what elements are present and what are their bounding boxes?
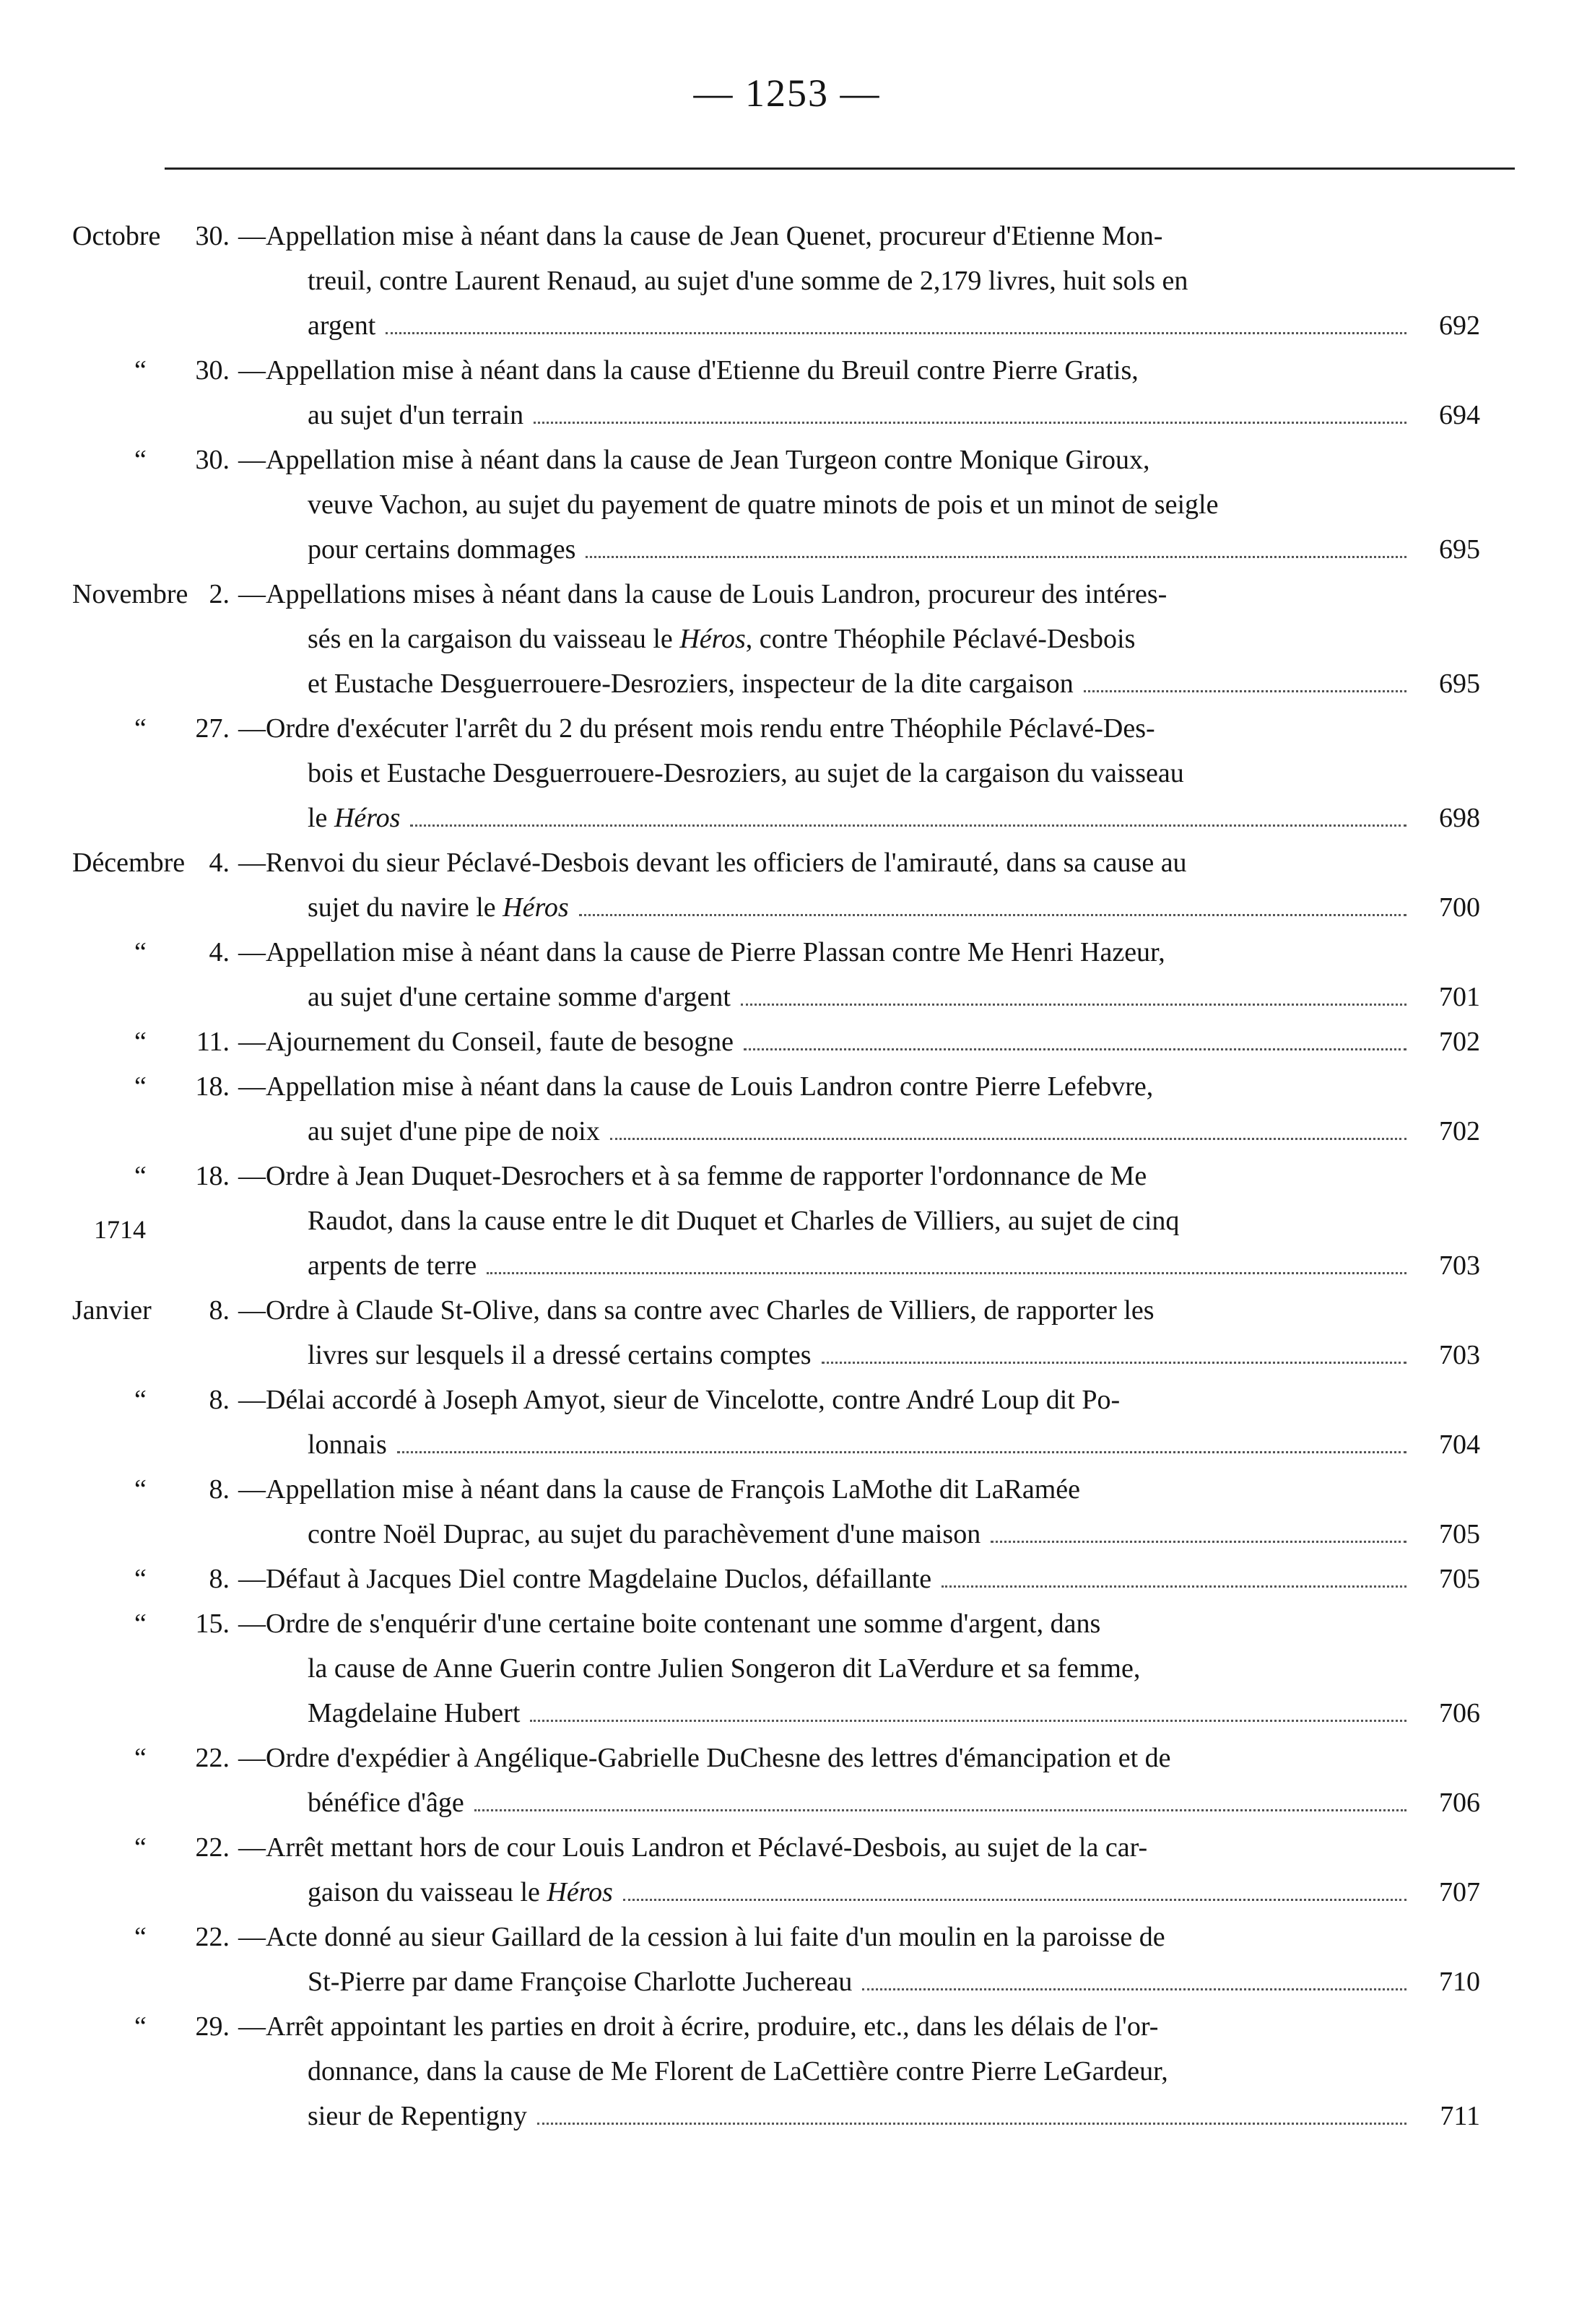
ditto-mark: “ xyxy=(134,1743,147,1773)
entry-line: —Renvoi du sieur Péclavé-Desbois devant les officiers de l'amirauté, dans sa cause au xyxy=(238,848,1187,878)
ditto-mark: “ xyxy=(134,355,147,386)
dot-leader xyxy=(744,1048,1406,1050)
page-reference: 706 xyxy=(1439,1698,1480,1728)
index-entry: Octobre 30. —Appellation mise à néant dans la cause de Jean Quenet, procureur d'Etienne Mon- treuil, contre Laurent Renaud, au sujet d'une somme de 2,179 livres, huit sols en argent 692 xyxy=(0,214,1574,348)
entry-text xyxy=(238,930,1480,1019)
entry-line: —Acte donné au sieur Gaillard de la cession à lui faite d'un moulin en la paroisse de xyxy=(238,1922,1165,1952)
entry-last-line: arpents de terre 703 xyxy=(308,1243,1480,1288)
ditto-mark: “ xyxy=(134,1922,147,1952)
index-entry: “ 15. —Ordre de s'enquérir d'une certaine boite contenant une somme d'argent, dans la cause de Anne Guerin contre Julien Songeron dit LaVerdure et sa femme, Magdelaine Hubert 706 xyxy=(0,1601,1574,1736)
entry-line: —Appellation mise à néant dans la cause de Pierre Plassan contre Me Henri Hazeur, xyxy=(238,937,1165,967)
entry-last-line: gaison du vaisseau le Héros 707 xyxy=(308,1870,1480,1915)
entry-last-line: livres sur lesquels il a dressé certains comptes 703 xyxy=(308,1333,1480,1378)
entry-line: —Arrêt mettant hors de cour Louis Landron et Péclavé-Desbois, au sujet de la car- xyxy=(238,1832,1148,1863)
entry-line: —Ordre d'expédier à Angélique-Gabrielle DuChesne des lettres d'émancipation et de xyxy=(238,1743,1171,1773)
index-entry: Décembre 4. —Renvoi du sieur Péclavé-Desbois devant les officiers de l'amirauté, dans sa cause au sujet du navire le Héros 700 xyxy=(0,840,1574,930)
ditto-mark: “ xyxy=(134,1564,147,1594)
page-reference: 694 xyxy=(1439,400,1480,430)
entry-month: Janvier xyxy=(72,1295,152,1326)
entry-line: —Appellation mise à néant dans la cause de Jean Quenet, procureur d'Etienne Mon- xyxy=(238,221,1163,251)
entry-line: —Arrêt appointant les parties en droit à écrire, produire, etc., dans les délais de l'or- xyxy=(238,2011,1159,2042)
ditto-mark: “ xyxy=(134,1474,147,1505)
ditto-mark: “ xyxy=(134,937,147,967)
entry-line: —Délai accordé à Joseph Amyot, sieur de Vincelotte, contre André Loup dit Po- xyxy=(238,1385,1121,1415)
page-reference: 700 xyxy=(1439,892,1480,923)
index-entry: “ 22. —Acte donné au sieur Gaillard de la cession à lui faite d'un moulin en la paroisse de St-Pierre par dame Françoise Charlotte Juchereau 710 xyxy=(0,1915,1574,2004)
page-reference: 692 xyxy=(1439,310,1480,341)
entry-last-line: pour certains dommages 695 xyxy=(308,527,1480,572)
entry-text xyxy=(238,1154,1480,1288)
index-entry: “ 11. —Ajournement du Conseil, faute de besogne 702 xyxy=(0,1019,1574,1064)
page-reference: 702 xyxy=(1439,1027,1480,1057)
entry-line: —Ordre à Claude St-Olive, dans sa contre avec Charles de Villiers, de rapporter les xyxy=(238,1295,1155,1326)
dot-leader xyxy=(579,914,1406,916)
entry-text xyxy=(238,1557,1480,1601)
entry-last-line: argent 692 xyxy=(308,303,1480,348)
page-reference: 702 xyxy=(1439,1116,1480,1146)
entry-line: la cause de Anne Guerin contre Julien Songeron dit LaVerdure et sa femme, xyxy=(308,1653,1141,1684)
entry-text xyxy=(238,214,1480,348)
entry-last-line: au sujet d'une pipe de noix 702 xyxy=(308,1109,1480,1154)
entry-line: —Appellations mises à néant dans la cause de Louis Landron, procureur des intéres- xyxy=(238,579,1168,609)
entry-last-line: contre Noël Duprac, au sujet du parachèvement d'une maison 705 xyxy=(308,1512,1480,1557)
dot-leader xyxy=(386,332,1406,334)
entry-text xyxy=(238,1915,1480,2004)
dot-leader xyxy=(610,1138,1406,1140)
entry-text xyxy=(238,706,1480,840)
entry-line: Raudot, dans la cause entre le dit Duquet et Charles de Villiers, au sujet de cinq xyxy=(308,1206,1180,1236)
header-rule xyxy=(165,167,1515,170)
entry-line: —Ordre à Jean Duquet-Desrochers et à sa femme de rapporter l'ordonnance de Me xyxy=(238,1161,1147,1191)
entry-line: —Ordre de s'enquérir d'une certaine boite contenant une somme d'argent, dans xyxy=(238,1609,1101,1639)
entry-last-line: Magdelaine Hubert 706 xyxy=(308,1691,1480,1736)
ditto-mark: “ xyxy=(134,1832,147,1863)
entry-last-line: —Défaut à Jacques Diel contre Magdelaine Duclos, défaillante 705 xyxy=(238,1557,1480,1601)
entry-text xyxy=(238,572,1480,706)
entry-text xyxy=(238,1601,1480,1736)
page-reference: 695 xyxy=(1439,669,1480,699)
index-entry: Janvier 8. —Ordre à Claude St-Olive, dans sa contre avec Charles de Villiers, de rapporter les livres sur lesquels il a dressé certains comptes 703 xyxy=(0,1288,1574,1378)
ditto-mark: “ xyxy=(134,2011,147,2042)
entry-line: treuil, contre Laurent Renaud, au sujet d'une somme de 2,179 livres, huit sols en xyxy=(308,266,1188,296)
dot-leader xyxy=(942,1585,1406,1588)
index-entry: “ 8. —Délai accordé à Joseph Amyot, sieur de Vincelotte, contre André Loup dit Po- lonnais 704 xyxy=(0,1378,1574,1467)
entry-last-line: au sujet d'une certaine somme d'argent 701 xyxy=(308,975,1480,1019)
page-reference: 703 xyxy=(1439,1250,1480,1281)
entry-text xyxy=(238,1736,1480,1825)
index-entry: “ 18. —Appellation mise à néant dans la cause de Louis Landron contre Pierre Lefebvre, au sujet d'une pipe de noix 702 xyxy=(0,1064,1574,1154)
page-reference: 701 xyxy=(1439,982,1480,1012)
page-reference: 703 xyxy=(1439,1340,1480,1370)
dot-leader xyxy=(397,1451,1406,1453)
dot-leader xyxy=(862,1988,1406,1990)
dot-leader xyxy=(487,1272,1406,1274)
entry-text xyxy=(238,1288,1480,1378)
dot-leader xyxy=(1084,690,1406,692)
entry-list xyxy=(0,214,1574,2138)
page-reference: 711 xyxy=(1440,2101,1480,2131)
entry-last-line: sieur de Repentigny 711 xyxy=(308,2094,1480,2138)
page-reference: 705 xyxy=(1439,1564,1480,1594)
entry-line: —Appellation mise à néant dans la cause d'Etienne du Breuil contre Pierre Gratis, xyxy=(238,355,1139,386)
entry-last-line: et Eustache Desguerrouere-Desroziers, inspecteur de la dite cargaison 695 xyxy=(308,661,1480,706)
dot-leader xyxy=(741,1004,1406,1006)
page-reference: 710 xyxy=(1439,1967,1480,1997)
index-entry: “ 22. —Ordre d'expédier à Angélique-Gabrielle DuChesne des lettres d'émancipation et de bénéfice d'âge 706 xyxy=(0,1736,1574,1825)
page-reference: 704 xyxy=(1439,1429,1480,1460)
page-reference: 698 xyxy=(1439,803,1480,833)
entry-last-line: St-Pierre par dame Françoise Charlotte Juchereau 710 xyxy=(308,1959,1480,2004)
entry-last-line: le Héros 698 xyxy=(308,796,1480,840)
entry-text xyxy=(238,1064,1480,1154)
ditto-mark: “ xyxy=(134,1385,147,1415)
dot-leader xyxy=(474,1809,1406,1811)
entry-text xyxy=(238,2004,1480,2138)
dot-leader xyxy=(530,1720,1406,1722)
index-entry: “ 4. —Appellation mise à néant dans la cause de Pierre Plassan contre Me Henri Hazeur, au sujet d'une certaine somme d'argent 701 xyxy=(0,930,1574,1019)
entry-text xyxy=(238,438,1480,572)
index-entry: “ 30. —Appellation mise à néant dans la cause de Jean Turgeon contre Monique Giroux, veuve Vachon, au sujet du payement de quatre minots de pois et un minot de seigle pour certains dommages 695 xyxy=(0,438,1574,572)
dot-leader xyxy=(623,1899,1406,1901)
index-entry: Novembre 2. —Appellations mises à néant dans la cause de Louis Landron, procureur des intéres- sés en la cargaison du vaisseau le Héros, contre Théophile Péclavé-Desbois et Eustache Desguerrouere-Desroziers, inspecteur de la dite cargaison 695 xyxy=(0,572,1574,706)
dot-leader xyxy=(586,556,1406,558)
page-number: — 1253 — xyxy=(693,71,881,115)
page-reference: 706 xyxy=(1439,1788,1480,1818)
entry-last-line: sujet du navire le Héros 700 xyxy=(308,885,1480,930)
entry-month: Octobre xyxy=(72,221,161,251)
entry-last-line: lonnais 704 xyxy=(308,1422,1480,1467)
entry-month: Décembre xyxy=(72,848,186,878)
ditto-mark: “ xyxy=(134,1071,147,1102)
year-marker: 1714 xyxy=(94,1215,146,1244)
entry-line: sés en la cargaison du vaisseau le Héros, contre Théophile Péclavé-Desbois xyxy=(308,624,1136,654)
dot-leader xyxy=(991,1541,1406,1543)
entry-last-line: bénéfice d'âge 706 xyxy=(308,1780,1480,1825)
index-entry: “ 18. —Ordre à Jean Duquet-Desrochers et à sa femme de rapporter l'ordonnance de Me Raudot, dans la cause entre le dit Duquet et Charles de Villiers, au sujet de cinq arpents de terre 703 xyxy=(0,1154,1574,1288)
entry-line: veuve Vachon, au sujet du payement de quatre minots de pois et un minot de seigle xyxy=(308,489,1219,520)
dot-leader xyxy=(534,422,1406,424)
ditto-mark: “ xyxy=(134,445,147,475)
ditto-mark: “ xyxy=(134,1161,147,1191)
index-entry: “ 8. —Défaut à Jacques Diel contre Magdelaine Duclos, défaillante 705 xyxy=(0,1557,1574,1601)
index-entry: “ 22. —Arrêt mettant hors de cour Louis Landron et Péclavé-Desbois, au sujet de la car- gaison du vaisseau le Héros 707 xyxy=(0,1825,1574,1915)
entry-text xyxy=(238,1019,1480,1064)
ditto-mark: “ xyxy=(134,1027,147,1057)
entry-text xyxy=(238,840,1480,930)
dot-leader xyxy=(410,824,1406,827)
index-entry: “ 30. —Appellation mise à néant dans la cause d'Etienne du Breuil contre Pierre Gratis, au sujet d'un terrain 694 xyxy=(0,348,1574,438)
index-entry: “ 29. —Arrêt appointant les parties en droit à écrire, produire, etc., dans les délais de l'or- donnance, dans la cause de Me Florent de LaCettière contre Pierre LeGardeur, sieur de Repentigny 711 xyxy=(0,2004,1574,2138)
entry-text xyxy=(238,1378,1480,1467)
entry-line: —Ordre d'exécuter l'arrêt du 2 du présent mois rendu entre Théophile Péclavé-Des- xyxy=(238,713,1155,744)
dot-leader xyxy=(537,2123,1406,2125)
entry-line: donnance, dans la cause de Me Florent de LaCettière contre Pierre LeGardeur, xyxy=(308,2056,1168,2086)
ditto-mark: “ xyxy=(134,713,147,744)
entry-line: —Appellation mise à néant dans la cause de François LaMothe dit LaRamée xyxy=(238,1474,1081,1505)
page-reference: 705 xyxy=(1439,1519,1480,1549)
page-reference: 707 xyxy=(1439,1877,1480,1907)
entry-last-line: au sujet d'un terrain 694 xyxy=(308,393,1480,438)
entry-last-line: —Ajournement du Conseil, faute de besogne 702 xyxy=(238,1019,1480,1064)
index-entry: “ 8. —Appellation mise à néant dans la cause de François LaMothe dit LaRamée contre Noël Duprac, au sujet du parachèvement d'une maison 705 xyxy=(0,1467,1574,1557)
entry-text xyxy=(238,1825,1480,1915)
ditto-mark: “ xyxy=(134,1609,147,1639)
entry-text xyxy=(238,1467,1480,1557)
entry-line: —Appellation mise à néant dans la cause de Louis Landron contre Pierre Lefebvre, xyxy=(238,1071,1154,1102)
entry-month: Novembre xyxy=(72,579,188,609)
entry-line: —Appellation mise à néant dans la cause de Jean Turgeon contre Monique Giroux, xyxy=(238,445,1150,475)
page-reference: 695 xyxy=(1439,534,1480,565)
index-entry: “ 27. —Ordre d'exécuter l'arrêt du 2 du présent mois rendu entre Théophile Péclavé-Des- bois et Eustache Desguerrouere-Desroziers, au sujet de la cargaison du vaisseau le Héros 698 xyxy=(0,706,1574,840)
entry-line: bois et Eustache Desguerrouere-Desroziers, au sujet de la cargaison du vaisseau xyxy=(308,758,1184,788)
dot-leader xyxy=(822,1362,1406,1364)
entry-text xyxy=(238,348,1480,438)
